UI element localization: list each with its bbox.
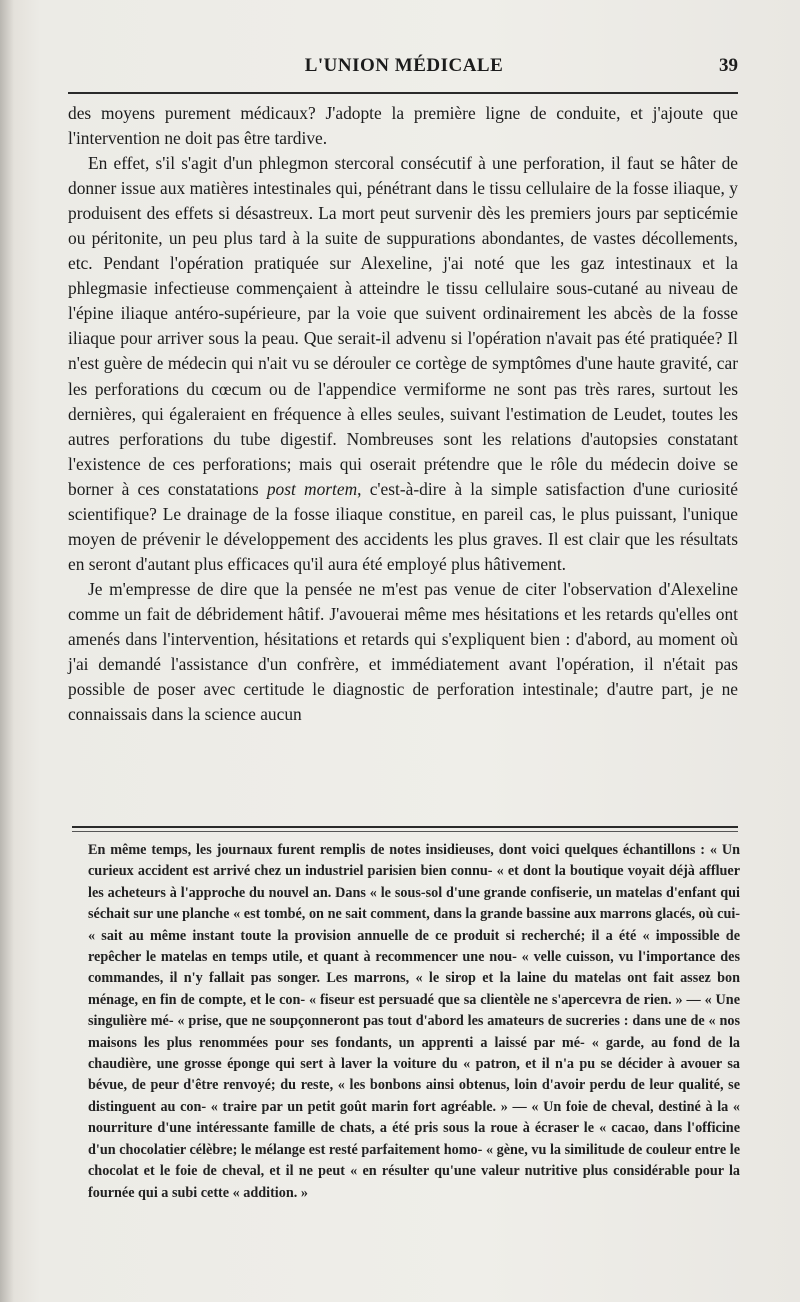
running-title: L'UNION MÉDICALE [304, 55, 504, 76]
footnote [88, 840, 740, 1204]
paragraph-2-start: En effet, s'il s'agit d'un phlegmon stercoral consécutif à une perforation, il faut se hâter de donner issue aux matières intestinales qui, pénétrant dans le tissu cellulaire de la fosse iliaque, y produisent des effets si désastreux. La mort peut survenir dès les premiers jours par septicémie ou péritonite, un peu plus tard à la suite de suppurations abondantes, de vastes décollements, etc. Pendant l'opération pratiquée sur Alexeline, j'ai noté que les gaz intestinaux et la phlegmasie infectieuse commençaient à atteindre le tissu cellulaire sous-cutané au niveau de l'épine iliaque antéro-supérieure, par la voie que suivent ordinairement les abcès de la fosse iliaque pour arriver sous la peau. Que serait-il advenu si l'opération n'avait pas été pratiquée? Il n'est guère de médecin qui n'ait vu se dérouler ce cortège de symptômes d'une haute gravité, car les perforations du cœcum ou de l'appendice vermiforme ne sont pas très rares, surtout les dernières, qui égaleraient en fréquence à elles seules, suivant l'estimation de Leudet, toutes les autres perforations du tube digestif. Nombreuses sont les relations d'autopsies constatant l'existence de ces perforations; mais qui oserait prétendre que le rôle du médecin doive se borner à ces constatations [68, 153, 738, 499]
header-rule [68, 92, 738, 94]
footnote-rule [72, 826, 738, 828]
paragraph-1: des moyens purement médicaux? J'adopte la première ligne de conduite, et j'ajoute que l'intervention ne doit pas être tardive. [68, 103, 738, 149]
body-text [68, 101, 738, 727]
paragraph-3: Je m'empresse de dire que la pensée ne m'est pas venue de citer l'observation d'Alexeline comme un fait de débridement hâtif. J'avouerai même mes hésitations et les retards qu'elles ont amenés dans l'intervention, hésitations et retards qui s'expliquent bien : d'abord, au moment où j'ai demandé l'assistance d'un confrère, et immédiatement avant l'opération, il n'était pas possible de poser avec certitude le diagnostic de perforation intestinale; d'autre part, je ne connaissais dans la science aucun [68, 578, 738, 725]
paragraph-2-end: , c'est-à-dire à la simple satisfaction d'une curiosité scientifique? Le drainage de la fosse iliaque constitue, en pareil cas, le plus puissant, l'unique moyen de prévenir le développement des accidents les plus graves. Il est clair que les résultats en seront d'autant plus efficaces qu'il aura été employé plus hâtivement. [68, 478, 738, 574]
footnote-text: En même temps, les journaux furent remplis de notes insidieuses, dont voici quelques échantillons : « Un curieux accident est arrivé chez un industriel parisien bien connu- « et dont la boutique voyait déjà affluer les acheteurs à l'approche du nouvel an. Dans « le sous-sol d'une grande confiserie, un matelas d'enfant qui séchait sur une planche « est tombé, on ne sait comment, dans la grande bassine aux marrons glacés, où cui- « sait au même instant toute la provision annuelle de ce produit si recherché; il a été « impossible de repêcher le matelas en temps utile, et quant à recommencer une nou- « velle cuisson, vu l'importance des commandes, il n'y fallait pas songer. Les marrons, « le sirop et la laine du matelas ont fait assez bon ménage, en fin de compte, et le con- « fiseur est persuadé que sa clientèle ne s'apercevra de rien. » — « Une singulière mé- « prise, que ne soupçonneront pas tout d'abord les amateurs de sucreries : dans une de « nos maisons les plus renommées pour ses fondants, un apprenti a laissé par mé- « garde, au fond de la chaudière, une grosse éponge qui sert à laver la voiture du « patron, et il n'a pu se décider à avouer sa bévue, de peur d'être renvoyé; du reste, « les bonbons ainsi obtenus, loin d'avoir perdu de leur qualité, se distinguent au con- « traire par un petit goût marin fort agréable. » — « Un foie de cheval, destiné à la « nourriture d'une intéressante famille de chats, a été pris sous la roue à écraser le « cacao, dans l'officine d'un chocolatier célèbre; le mélange est resté parfaitement homo- « gène, vu la similitude de couleur entre le chocolat et le foie de cheval, et il ne peut « en résulter qu'une valeur nutritive plus considérable pour la fournée qui a subi cette « addition. » [88, 842, 740, 1201]
paragraph-2 [68, 151, 738, 577]
paragraph-2-italic: post mortem [266, 478, 358, 499]
page-header [70, 55, 738, 85]
page-number: 39 [719, 55, 738, 76]
footnote-rule-thin [72, 831, 738, 832]
